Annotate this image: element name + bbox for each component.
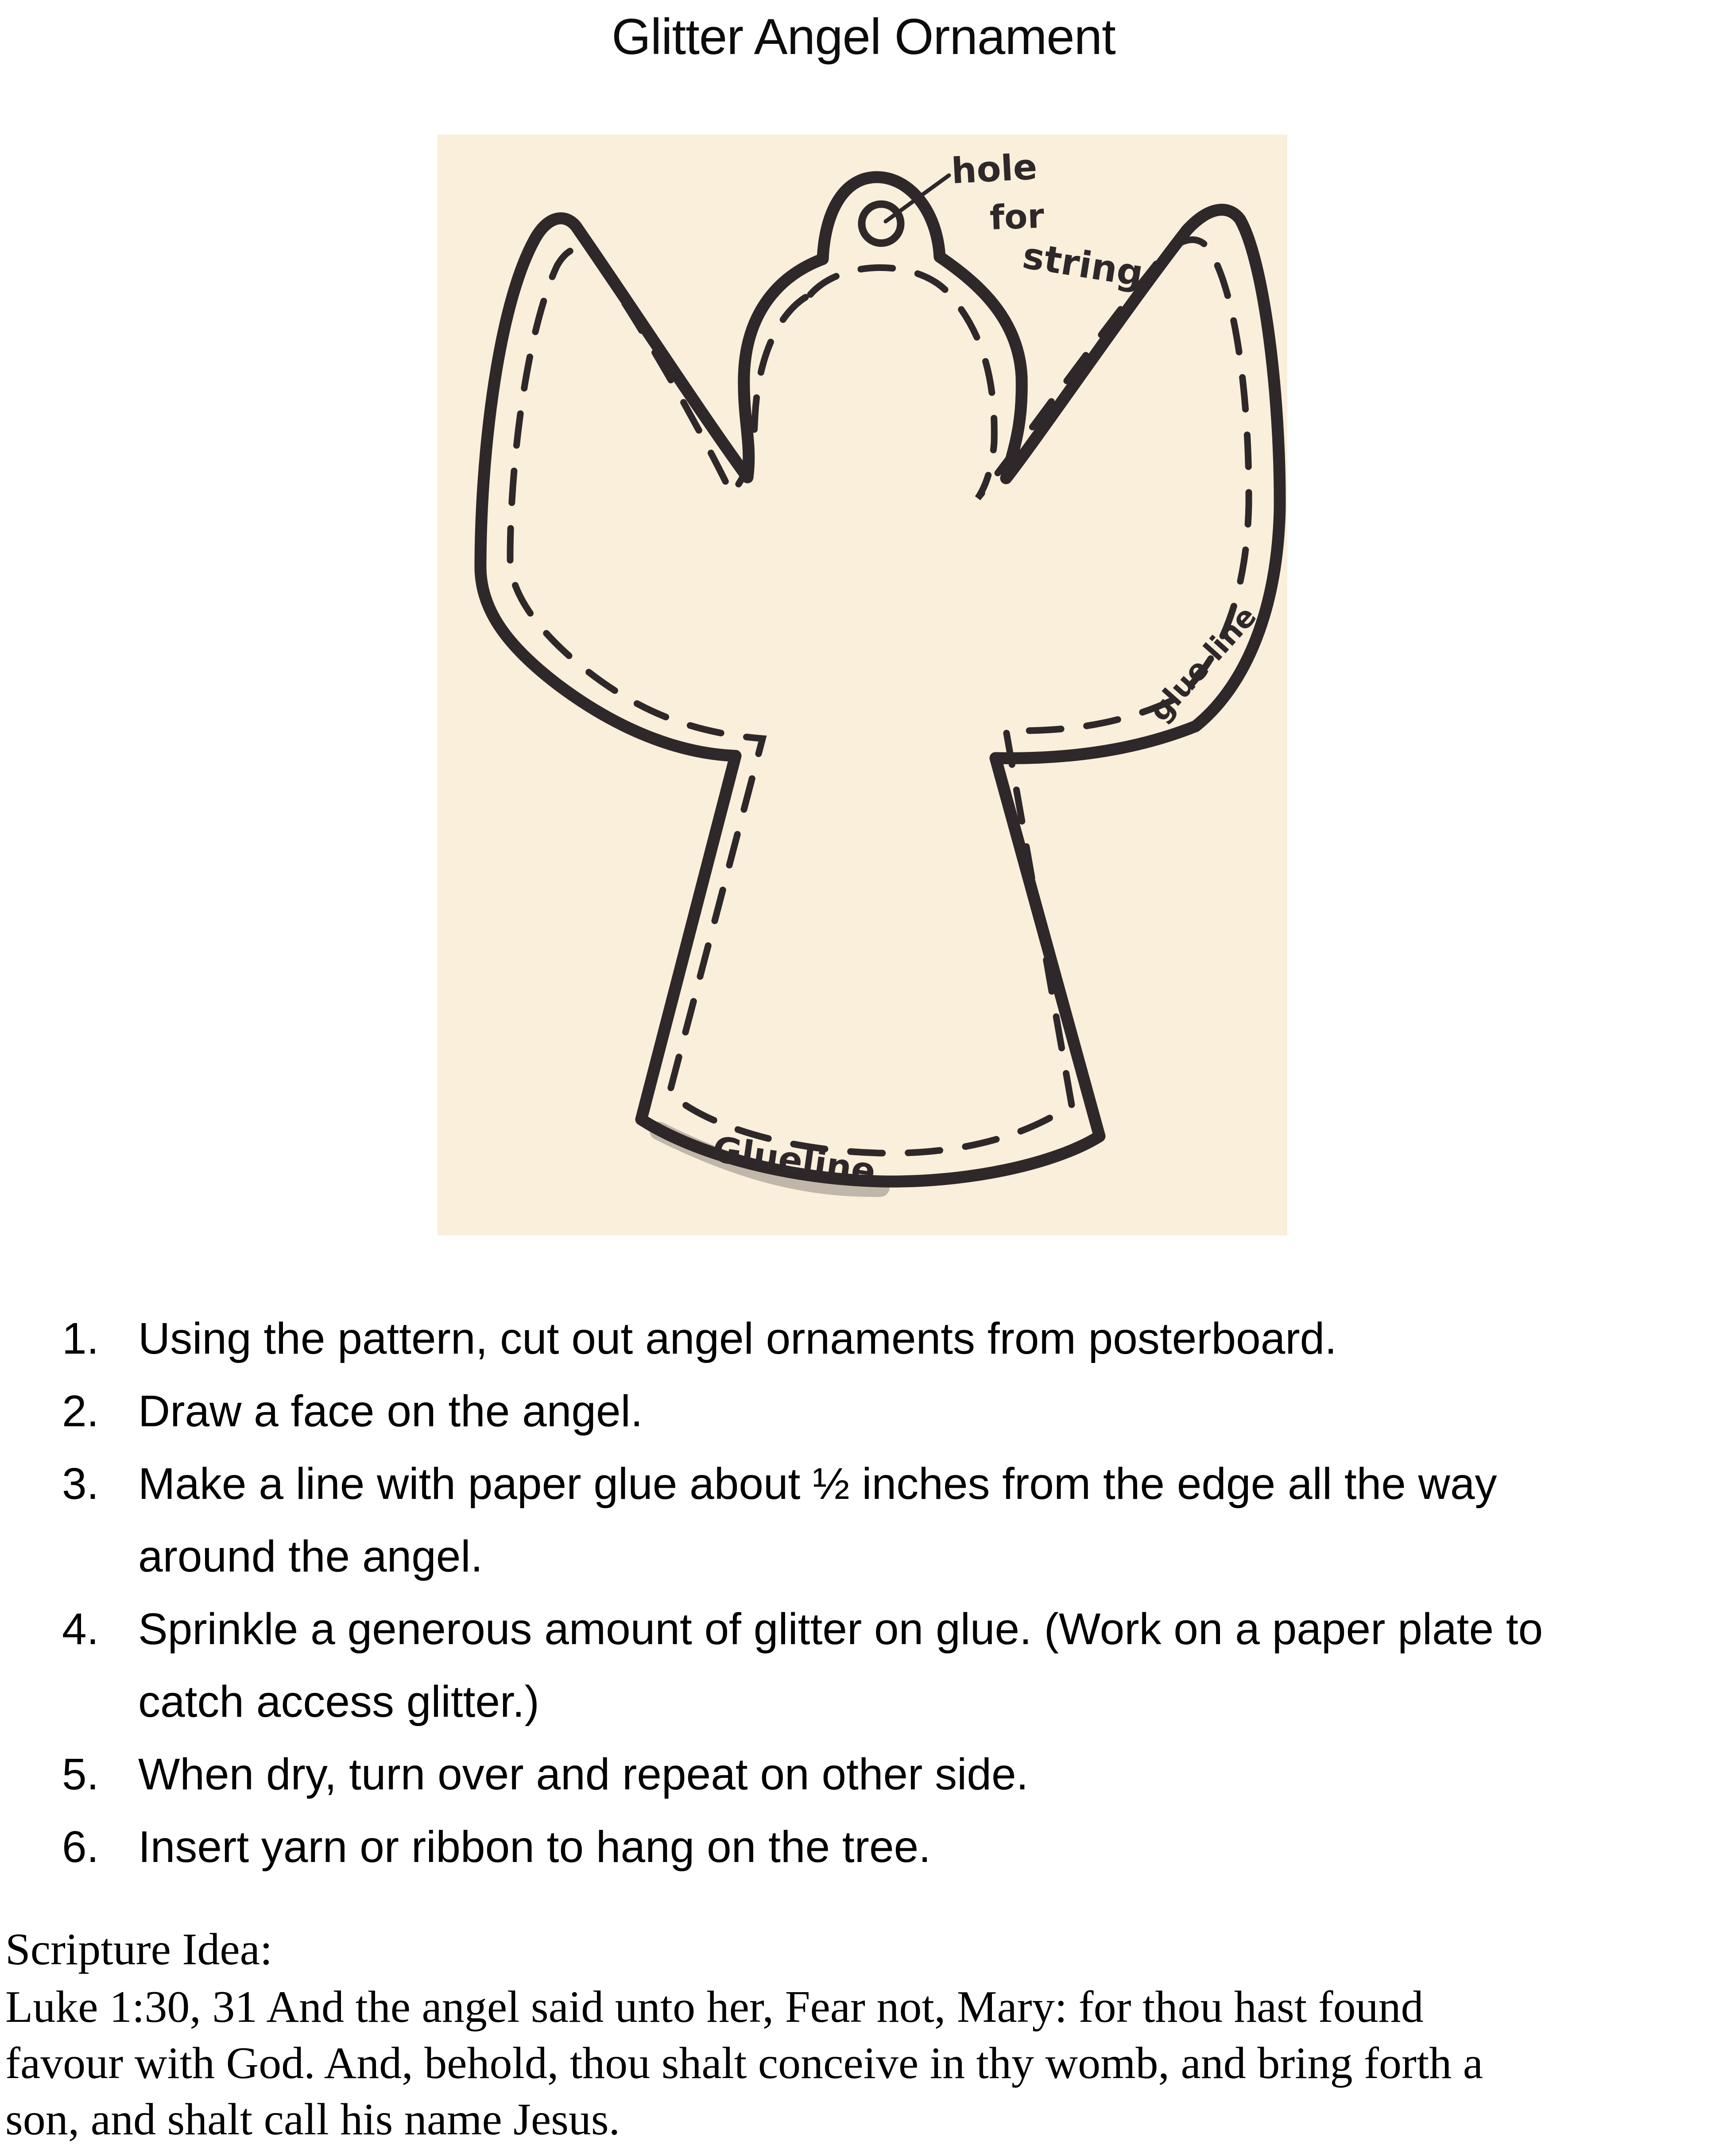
instruction-line: around the angel.	[138, 1532, 483, 1581]
glue-dashed-path	[510, 240, 1249, 1153]
label-glueline-bottom: Glueline	[710, 1128, 879, 1192]
instruction-line: catch access glitter.)	[138, 1677, 539, 1726]
scripture-heading: Scripture Idea:	[5, 1924, 273, 1974]
instruction-line: Sprinkle a generous amount of glitter on glue. (Work on a paper plate to	[138, 1604, 1543, 1654]
instruction-number: 5.	[62, 1750, 99, 1799]
scripture-line: favour with God. And, behold, thou shalt conceive in thy womb, and bring forth a	[5, 2038, 1483, 2088]
label-glue-line: glue line	[1142, 599, 1263, 728]
instruction-line: When dry, turn over and repeat on other side.	[138, 1750, 1029, 1799]
label-for: for	[989, 196, 1045, 237]
scripture-line: son, and shalt call his name Jesus.	[5, 2094, 620, 2144]
hanger-hole-circle	[862, 204, 901, 243]
instruction-number: 4.	[62, 1604, 99, 1654]
instruction-line: Insert yarn or ribbon to hang on the tree.	[138, 1822, 931, 1872]
pattern-scan	[438, 135, 1287, 1235]
page-title: Glitter Angel Ornament	[612, 9, 1115, 65]
instruction-number: 6.	[62, 1822, 99, 1872]
angel-pattern-drawing	[438, 135, 1287, 1235]
label-hole: hole	[950, 146, 1038, 192]
instruction-line: Draw a face on the angel.	[138, 1386, 643, 1436]
instruction-line: Using the pattern, cut out angel ornaments from posterboard.	[138, 1314, 1337, 1363]
instruction-number: 2.	[62, 1386, 99, 1436]
label-string: string	[1019, 234, 1146, 295]
instruction-number: 3.	[62, 1459, 99, 1509]
instruction-line: Make a line with paper glue about ½ inches from the edge all the way	[138, 1459, 1497, 1509]
instruction-number: 1.	[62, 1314, 99, 1363]
scripture-line: Luke 1:30, 31 And the angel said unto her, Fear not, Mary: for thou hast found	[5, 1982, 1424, 2032]
